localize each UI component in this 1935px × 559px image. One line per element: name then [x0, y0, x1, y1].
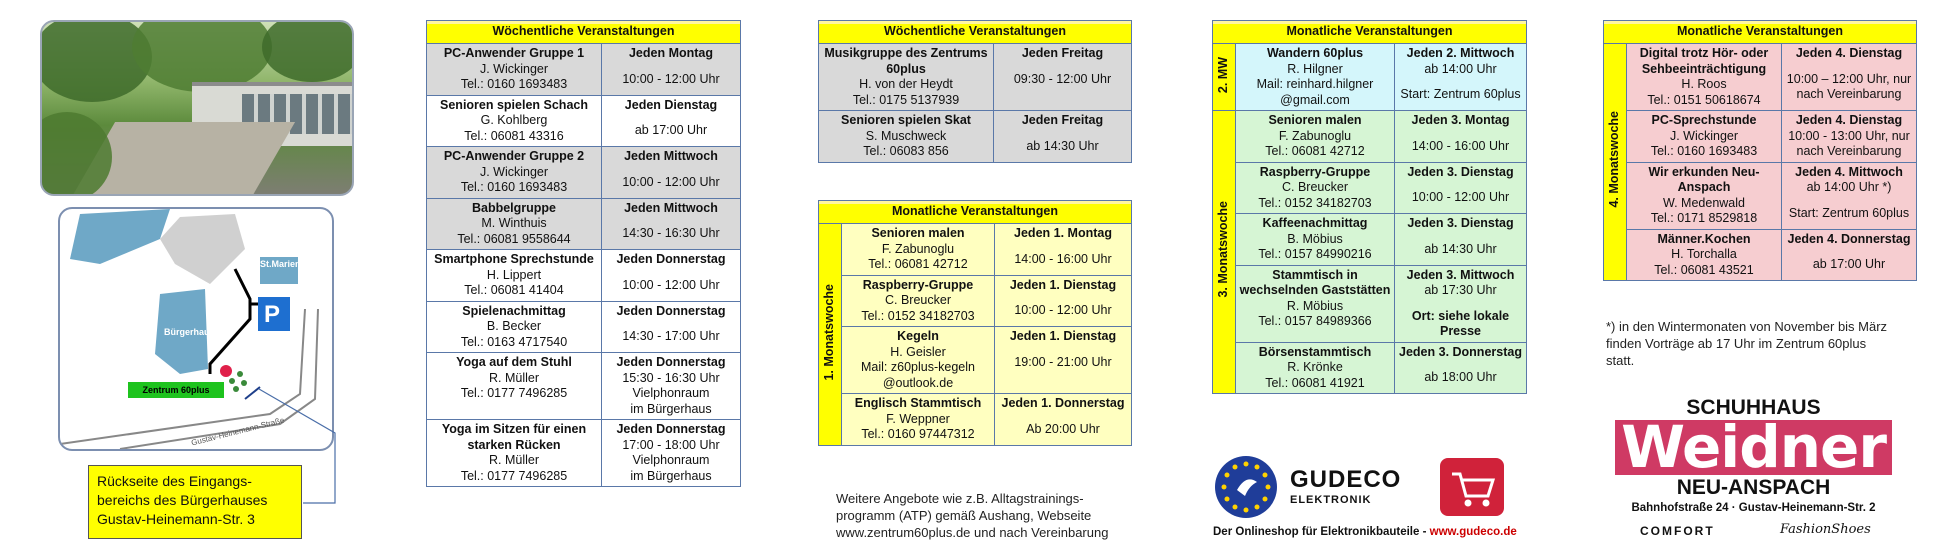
callout-line: Rückseite des Eingangs- [97, 473, 252, 489]
week-label: 1. Monatswoche [819, 224, 842, 446]
monthly-table-week2-3 [1212, 20, 1527, 394]
table-row: Smartphone Sprechstunde H. Lippert Tel.: 06081 41404 Jeden Donnerstag 10:00 - 12:00 Uhr [427, 250, 741, 302]
building-photo [40, 20, 354, 196]
callout-line: Gustav-Heinemann-Str. 3 [97, 511, 255, 527]
monthly-table-week4 [1603, 20, 1917, 281]
stmarien-label: St.Marien [260, 259, 301, 269]
table-row: 1. Monatswoche Senioren malen F. Zabunoglu Tel.: 06081 42712 Jeden 1. Montag 14:00 - 16:00 Uhr [819, 224, 1132, 276]
weidner-comfort: COMFORT [1640, 524, 1715, 538]
table-row: Musikgruppe des Zentrums 60plus H. von der Heydt Tel.: 0175 5137939 Jeden Freitag 09:30 - 12:00 Uhr [819, 44, 1132, 111]
table-header: Monatliche Veranstaltungen [1213, 21, 1527, 44]
weekly-table-1 [426, 20, 741, 487]
callout-line: bereichs des Bürgerhauses [97, 492, 268, 508]
table-row: Börsenstammtisch R. Krönke Tel.: 06081 41921 Jeden 3. Donnerstag ab 18:00 Uhr [1213, 342, 1527, 394]
parking-icon: P [264, 301, 281, 328]
gudeco-tagline: Der Onlineshop für Elektronikbauteile - www.gudeco.de [1213, 526, 1517, 538]
table-row: 3. Monatswoche Senioren malen F. Zabunoglu Tel.: 06081 42712 Jeden 3. Montag 14:00 - 16:00 Uhr [1213, 111, 1527, 163]
eu-logo [1215, 456, 1277, 518]
table-row: Yoga im Sitzen für einen starken Rücken R. Müller Tel.: 0177 7496285 Jeden Donnerstag 17:00 - 18:00 Uhr Vielphonraum im Bürgerhaus [427, 420, 741, 487]
weidner-fashion: FashionShoes [1780, 522, 1871, 537]
table-row: Senioren spielen Skat S. Muschweck Tel.: 06083 856 Jeden Freitag ab 14:30 Uhr [819, 111, 1132, 163]
week-label: 2. MW [1213, 44, 1236, 111]
gudeco-logo: GUDECO ELEKTRONIK [1290, 466, 1402, 506]
weidner-logo: Weidner [1615, 420, 1892, 475]
table-row: PC-Anwender Gruppe 1 J. Wickinger Tel.: 0160 1693483 Jeden Montag 10:00 - 12:00 Uhr [427, 44, 741, 96]
monthly-table-week1 [818, 200, 1132, 446]
table-row: Yoga auf dem Stuhl R. Müller Tel.: 0177 7496285 Jeden Donnerstag 15:30 - 16:30 Uhr Vielphonraum im Bürgerhaus [427, 353, 741, 420]
table-row: PC-Anwender Gruppe 2 J. Wickinger Tel.: 0160 1693483 Jeden Mittwoch 10:00 - 12:00 Uhr [427, 147, 741, 199]
buergerhaus-label: Bürgerhaus [164, 327, 215, 337]
week-label: 4. Monatswoche [1604, 44, 1627, 281]
table-row: Kegeln H. Geisler Mail: z60plus-kegeln @outlook.de Jeden 1. Dienstag 19:00 - 21:00 Uhr [819, 327, 1132, 394]
winter-footnote: *) in den Wintermonaten von November bis März finden Vorträge ab 17 Uhr im Zentrum 60plus statt. [1606, 319, 1888, 368]
week-label: 3. Monatswoche [1213, 111, 1236, 394]
cart-icon [1440, 458, 1504, 516]
table-row: Männer.Kochen H. Torchalla Tel.: 06081 43521 Jeden 4. Donnerstag ab 17:00 Uhr [1604, 229, 1917, 281]
table-row: 2. MW Wandern 60plus R. Hilgner Mail: reinhard.hilgner @gmail.com Jeden 2. Mittwoch ab 14:00 Uhr Start: Zentrum 60plus [1213, 44, 1527, 111]
table-row: Raspberry-Gruppe C. Breucker Tel.: 0152 34182703 Jeden 3. Dienstag 10:00 - 12:00 Uhr [1213, 162, 1527, 214]
table-row: Kaffeenachmittag B. Möbius Tel.: 0157 84990216 Jeden 3. Dienstag ab 14:30 Uhr [1213, 214, 1527, 266]
weekly-table-2 [818, 20, 1132, 163]
street-label: Gustav-Heinemann-Straße [190, 415, 286, 448]
table-header: Monatliche Veranstaltungen [1604, 21, 1917, 44]
table-header: Monatliche Veranstaltungen [819, 201, 1132, 224]
table-row: Spielenachmittag B. Becker Tel.: 0163 4717540 Jeden Donnerstag 14:30 - 17:00 Uhr [427, 301, 741, 353]
table-row: PC-Sprechstunde J. Wickinger Tel.: 0160 1693483 Jeden 4. Dienstag 10:00 - 13:00 Uhr, nur nach Vereinbarung [1604, 111, 1917, 163]
table-row: Babbelgruppe M. Winthuis Tel.: 06081 9558644 Jeden Mittwoch 14:30 - 16:30 Uhr [427, 198, 741, 250]
zentrum-label: Zentrum 60plus [128, 382, 224, 398]
table-row: 4. Monatswoche Digital trotz Hör- oder Sehbeeinträchtigung H. Roos Tel.: 0151 50618674 Jeden 4. Dienstag 10:00 – 12:00 Uhr, nur nach Vereinbarung [1604, 44, 1917, 111]
table-row: Wir erkunden Neu-Anspach W. Medenwald Tel.: 0171 8529818 Jeden 4. Mittwoch ab 14:00 Uhr *) Start: Zentrum 60plus [1604, 162, 1917, 229]
weidner-city: NEU-ANSPACH [1676, 476, 1831, 499]
table-row: Englisch Stammtisch F. Weppner Tel.: 0160 97447312 Jeden 1. Donnerstag Ab 20:00 Uhr [819, 394, 1132, 446]
table-row: Senioren spielen Schach G. Kohlberg Tel.: 06081 43316 Jeden Dienstag ab 17:00 Uhr [427, 95, 741, 147]
weidner-address: Bahnhofstraße 24 · Gustav-Heinemann-Str. 2 [1631, 502, 1876, 514]
table-row: Raspberry-Gruppe C. Breucker Tel.: 0152 34182703 Jeden 1. Dienstag 10:00 - 12:00 Uhr [819, 275, 1132, 327]
table-row: Stammtisch in wechselnden Gaststätten R. Möbius Tel.: 0157 84989366 Jeden 3. Mittwoch ab 17:30 Uhr Ort: siehe lokale Presse [1213, 265, 1527, 342]
callout-box [88, 465, 302, 539]
further-offers-note: Weitere Angebote wie z.B. Alltagstrainings- programm (ATP) gemäß Aushang, Webseite www.zentrum60plus.de und nach Vereinbarung [836, 491, 1109, 540]
weidner-top: SCHUHHAUS [1686, 396, 1821, 419]
table-header: Wöchentliche Veranstaltungen [819, 21, 1132, 44]
table-header: Wöchentliche Veranstaltungen [427, 21, 741, 44]
